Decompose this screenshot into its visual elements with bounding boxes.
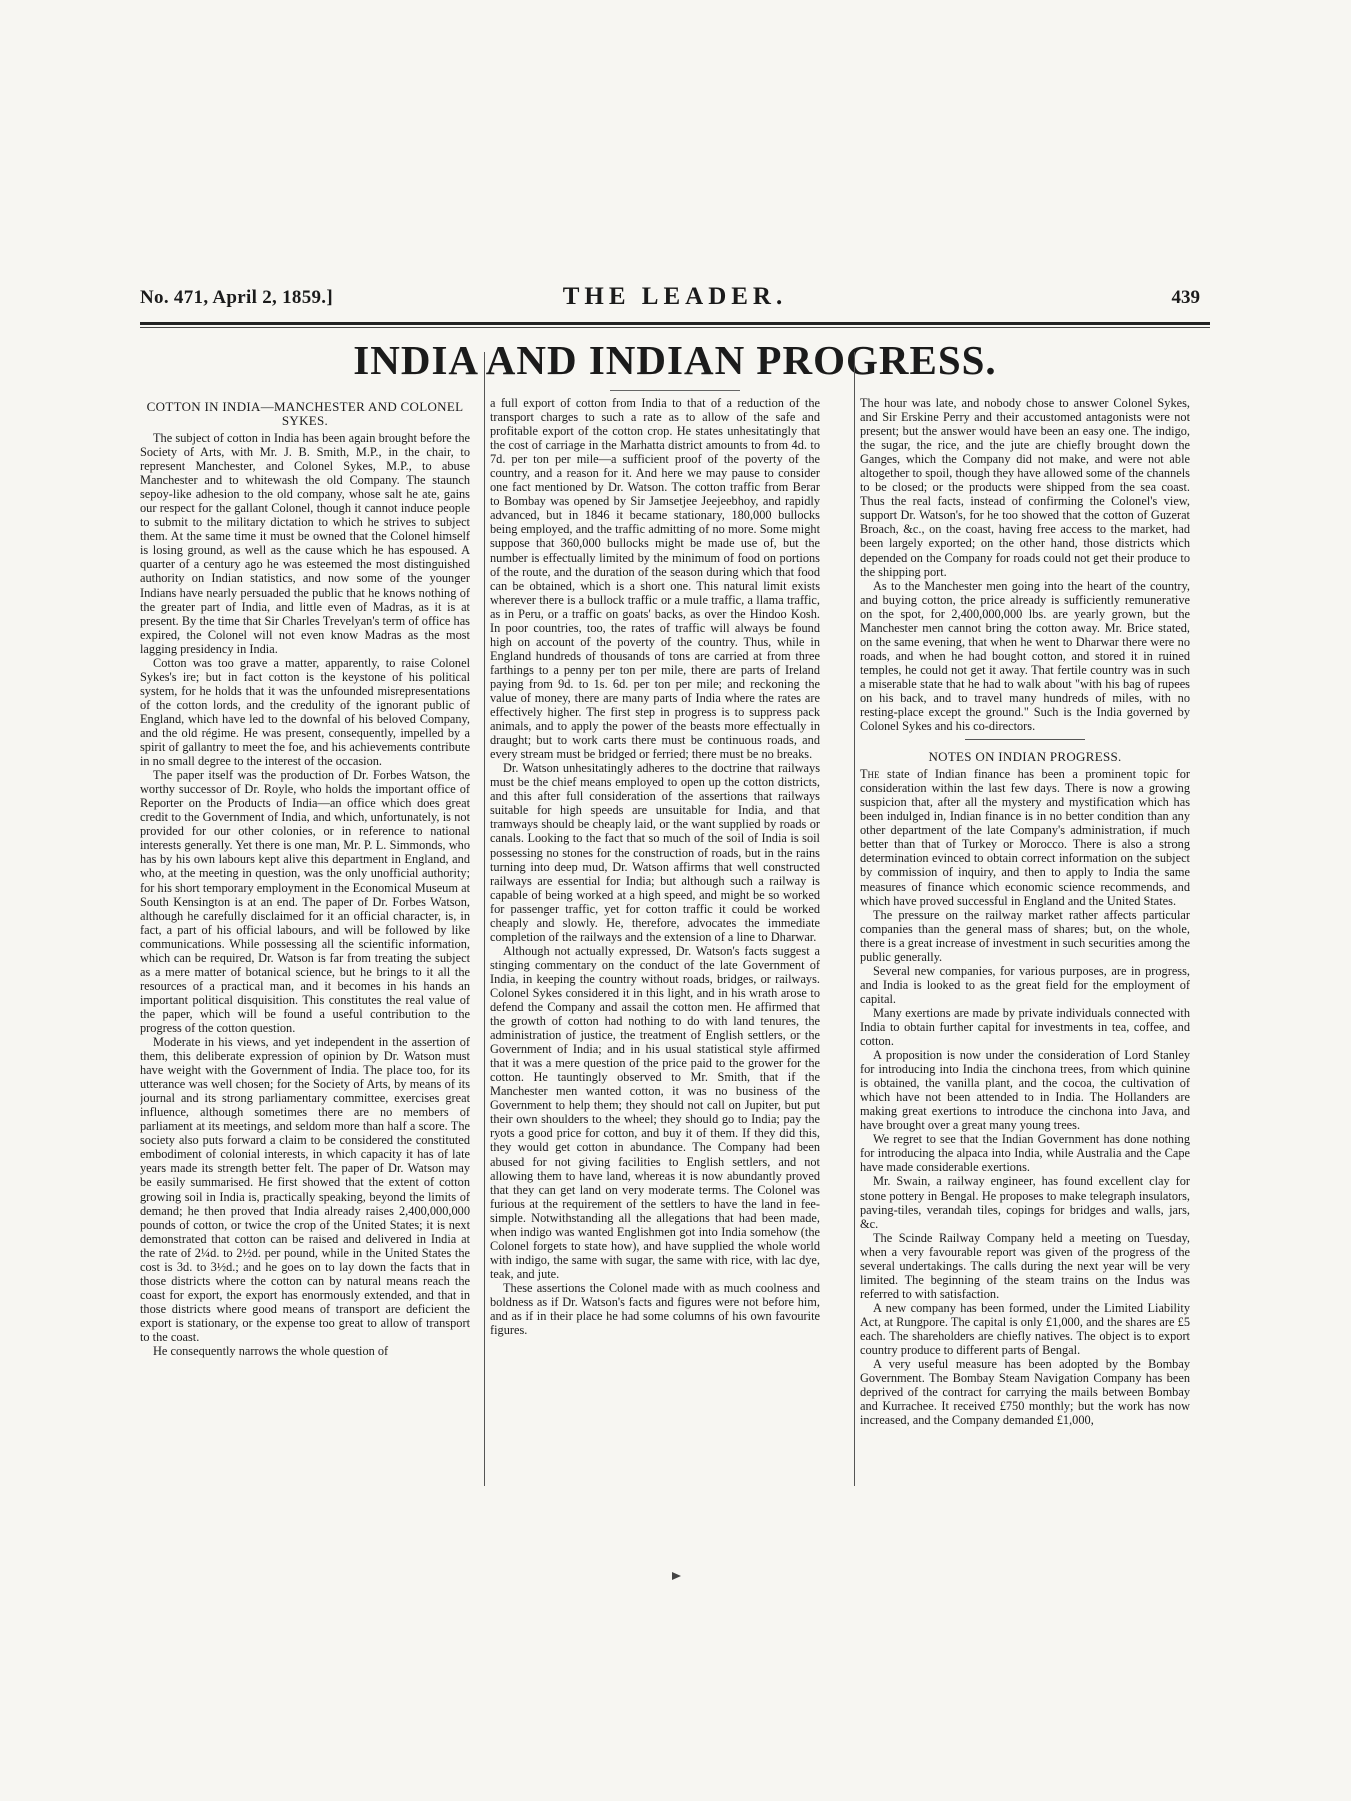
paragraph: Cotton was too grave a matter, apparently, to raise Colonel Sykes's ire; but in fact cotton is the keystone of his political system, for he holds that it was the unfounded misrepresentations of the cotton lords, and the credulity of the ignorant public of England, which have led to the downfal of his beloved Company, and the old régime. He was present, consequently, impelled by a spirit of gallantry to meet the foe, and his achievements contribute in no small degree to the interest of the occasion. [140,655,470,769]
column-divider [854,352,855,1486]
paragraph: Dr. Watson unhesitatingly adheres to the doctrine that railways must be the chief means employed to open up the cotton districts, and this after full consideration of the assertions that railways suitable for high speeds are unsuitable for India, and that tramways should be cheaply laid, or the want supplied by roads or canals. Looking to the fact that so much of the soil of India is soil possessing no stones for the construction of roads, but in the rains turning into deep mud, Dr. Watson affirms that well constructed railways are essential for India; but although such a railway is capable of being worked at a high speed, and might be so worked for passenger traffic, yet for cotton traffic it could be worked cheaply and slowly. He, therefore, advocates the immediate completion of the railways and the extension of a line to Dharwar. [490,761,820,944]
paragraph: The subject of cotton in India has been again brought before the Society of Arts, with Mr. J. B. Smith, M.P., in the chair, to represent Manchester, and Colonel Sykes, M.P., to abuse Manchester and to whitewash the old Company. The staunch sepoy-like adhesion to the old company, whose salt he ate, gains our respect for the gallant Colonel, though it cannot induce people to submit to the military dictation to which he strives to subject them. At the same time it must be owned that the Colonel himself is losing ground, as well as the cause which he has espoused. A quarter of a century ago he was esteemed the most distinguished authority on Indian statistics, and now some of the younger Indians have nearly persuaded the public that he knows nothing of the greater part of India, and little even of Madras, as it is at present. By the time that Sir Charles Trevelyan's term of office has expired, the Colonel will not even know Madras as the most lagging presidency in India. [140,431,470,656]
printer-mark-icon [672,1572,681,1580]
paragraph: A proposition is now under the consideration of Lord Stanley for introducing into India the cinchona trees, from which quinine is obtained, the vanilla plant, and the cocoa, the cultivation of which have not been attended to in India. The Hollanders are making great exertions to introduce the cinchona into Java, and have brought over a great many young trees. [860,1048,1190,1133]
paragraph [860,767,1190,907]
column-divider [484,352,485,1486]
column-2 [490,396,820,1484]
paragraph: A very useful measure has been adopted by the Bombay Government. The Bombay Steam Navigation Company has been deprived of the contract for carrying the mails between Bombay and Kurrachee. It received £750 monthly; but the work has now increased, and the Company demanded £1,000, [860,1357,1190,1428]
paragraph: A new company has been formed, under the Limited Liability Act, at Rungpore. The capital is only £1,000, and the shares are £5 each. The shareholders are chiefly natives. The object is to export country produce to different parts of Bengal. [860,1300,1190,1358]
paragraph: a full export of cotton from India to that of a reduction of the transport charges to such a rate as to allow of the safe and profitable export of the cotton crop. He states unhesitatingly that the cost of carriage in the Marhatta district amounts to from 4d. to 7d. per ton per mile—a sufficient proof of the poverty of the country, and a reason for it. And here we may pause to consider one fact mentioned by Dr. Watson. The cotton traffic from Berar to Bombay was opened by Sir Jamsetjee Jeejeebhoy, and rapidly advanced, but in 1846 it became stationary, 180,000 bullocks being employed, and the traffic admitting of no more. Some might suppose that 360,000 bullocks might be made use of, but the number is effectually limited by the minimum of food on portions of the route, and the duration of the season during which that food can be obtained, which is a short one. This natural limit exists wherever there is a bullock traffic or a mule traffic, a llama traffic, as in Peru, or a traffic on goats' backs, as over the Hindoo Kosh. In poor countries, too, the rates of traffic will always be found high on account of the poverty of the country. Thus, while in England hundreds of thousands of tons are carried at from three farthings to a penny per ton per mile, there are parts of Ireland paying from 9d. to 1s. 6d. per ton per mile; and reckoning the value of money, there are many parts of India where the rates are effectively higher. The first step in progress is to suppress pack animals, and to apply the power of the beasts more effectually in draught; but to work carts there must be continuous roads, and every stream must be bridged or ferried; there must be no breaks. [490,396,820,762]
paragraph: The hour was late, and nobody chose to answer Colonel Sykes, and Sir Erskine Perry and their accustomed antagonists were not present; but the answer would have been an easy one. The indigo, the sugar, the rice, and the jute are chiefly brought down the Ganges, which the Company did not make, and were not able altogether to spoil, though they have allowed some of the channels to be closed; or the products were shipped from the sea coast. Thus the real facts, instead of confirming the Colonel's view, support Dr. Watson's, for he too showed that the cotton of Guzerat Broach, &c., on the coast, having free access to the market, had been largely exported; on the other hand, those districts which depended on the Company for roads could not get their produce to the shipping port. [860,396,1190,579]
paragraph: Although not actually expressed, Dr. Watson's facts suggest a stinging commentary on the conduct of the late Government of India, in keeping the country without roads, bridges, or railways. Colonel Sykes considered it in this light, and in his wrath arose to defend the Company and assail the cotton men. He affirmed that the growth of cotton had nothing to do with land tenures, the administration of justice, the treatment of English settlers, or the Government of India; and in his usual statistical style affirmed that it was a mere question of the price paid to the grower for the cotton. He tauntingly observed to Mr. Smith, that if the Manchester men wanted cotton, it was no business of the Government to help them; they should not call on Jupiter, but put their own shoulders to the wheel; they should go to India; pay the ryots a good price for cotton, and buy it of them. If they did this, they would get cotton in abundance. The Company had been abused for not giving facilities to English settlers, and not allowing them to have land, whereas it is now abundantly proved that they can get land on very moderate terms. The Colonel was furious at the requirement of the settlers to have the land in fee-simple. Notwithstanding all the allegations that had been made, when indigo was wanted Englishmen got into India somehow (the Colonel forgets to state how), and have supplied the whole world with indigo, the same with sugar, the same with rice, with lac dye, teak, and jute. [490,943,820,1281]
paragraph: Moderate in his views, and yet independent in the assertion of them, this deliberate expression of opinion by Dr. Watson must have weight with the Government of India. The place too, for its utterance was well chosen; for the Society of Arts, by means of its journal and its strong parliamentary committee, exercises great influence, although sometimes there are no members of parliament at its meetings, and seldom more than half a score. The society also puts forward a claim to be considered the constituted embodiment of colonial interests, in which capacity it has of late years made its strength better felt. The paper of Dr. Watson may be easily summarised. He first showed that the extent of cotton growing soil in India is, practically speaking, beyond the limits of demand; he then proved that India already raises 2,400,000,000 pounds of cotton, or twice the crop of the United States; it is next demonstrated that cotton can be raised and delivered in India at the rate of 2¼d. to 2½d. per pound, while in the United States the cost is 3d. to 3½d.; and he goes on to lay down the facts that in those districts where the cotton can by natural means reach the coast for export, the export has enormously extended, and that in those districts where good means of transport are deficient the export is stationary, or the expense too great to allow of transport to the coast. [140,1035,470,1344]
paragraph: The paper itself was the production of Dr. Forbes Watson, the worthy successor of Dr. Royle, who holds the important office of Reporter on the Products of India—an office which does great credit to the Government of India, and which, unfortunately, is not provided for our other colonies, or in reference to national interests generally. Yet there is one man, Mr. P. L. Simmonds, who has by his own labours kept alive this department in England, and who, at the meeting in question, was the only unofficial authority; for his short temporary employment in the Economical Museum at South Kensington is at an end. The paper of Dr. Forbes Watson, although he carefully disclaimed for it an official character, is, in fact, a part of his official labours, and will be followed by like communications. While possessing all the scientific information, which can be required, Dr. Watson is far from treating the subject as a mere matter of botanical science, but he brings to it all the resources of a practical man, and it becomes in his hands an important political disquisition. This constitutes the real value of the paper, which will be found a useful contribution to the progress of the cotton question. [140,768,470,1035]
paragraph: These assertions the Colonel made with as much coolness and boldness as if Dr. Watson's facts and figures were not before him, and as if in their place he had some columns of his own favourite figures. [490,1280,820,1338]
article-separator [965,739,1085,740]
paragraph: The Scinde Railway Company held a meeting on Tuesday, when a very favourable report was given of the progress of the several undertakings. The calls during the next year will be very limited. The beginning of the steam trains on the Indus was referred to with satisfaction. [860,1230,1190,1301]
section-title: INDIA AND INDIAN PROGRESS. [353,337,997,383]
paragraph: As to the Manchester men going into the heart of the country, and buying cotton, the price already is sufficiently remunerative on the spot, for 2,400,000,000 lbs. are yearly grown, but the Manchester men cannot bring the cotton away. Mr. Brice stated, on the same evening, that when he went to Dharwar there were no roads, and when he had bought cotton, and stored it in ruined temples, he could not get it away. That fertile country was in such a miserable state that he had to walk about "with his bag of rupees on his back, and to travel many hundreds of miles, with no resting-place except the ground." Such is the India governed by Colonel Sykes and his co-directors. [860,578,1190,734]
article-title: COTTON IN INDIA—MANCHESTER AND COLONEL SYKES. [146,399,464,428]
issue-date: No. 471, April 2, 1859.] [140,287,333,308]
column-3 [860,396,1190,1484]
paragraph: The pressure on the railway market rather affects particular companies than the general mass of shares; but, on the whole, there is a great increase of investment in such securities among the public generally. [860,907,1190,964]
paragraph: Several new companies, for various purposes, are in progress, and India is looked to as the great field for the employment of capital. [860,963,1190,1006]
paragraph: Many exertions are made by private individuals connected with India to obtain further capital for investments in tea, coffee, and cotton. [860,1005,1190,1049]
header-rule-thin [140,327,1210,328]
page-header [140,283,1210,319]
first-word: The [860,767,880,782]
column-1 [140,396,470,1484]
paragraph: He consequently narrows the whole question of [153,1344,389,1359]
paragraph: Mr. Swain, a railway engineer, has found excellent clay for stone pottery in Bengal. He proposes to make telegraph insulators, paving-tiles, verandah tiles, copings for bridges and walls, jars, &c. [860,1174,1190,1231]
paragraph: We regret to see that the Indian Government has done nothing for introducing the alpaca into India, while Australia and the Cape have made considerable exertions. [860,1132,1190,1175]
masthead: THE LEADER. [562,283,788,310]
article-title: NOTES ON INDIAN PROGRESS. [928,749,1122,765]
paragraph-text: state of Indian finance has been a prominent topic for consideration within the last few days. There is now a growing suspicion that, after all the mystery and mystification which has been indulged in, Indian finance is in no better condition than any other department of the late Company's administration, if much better than that of Turkey or Morocco. There is also a strong determination evinced to obtain correct information on the subject by commission of inquiry, and then to apply to India the same measures of finance which economic science recommends, and which have proved successful in England and the United States. [860,767,1190,908]
header-rule [140,322,1210,325]
title-rule [610,390,740,391]
page-number: 439 [1171,287,1200,308]
